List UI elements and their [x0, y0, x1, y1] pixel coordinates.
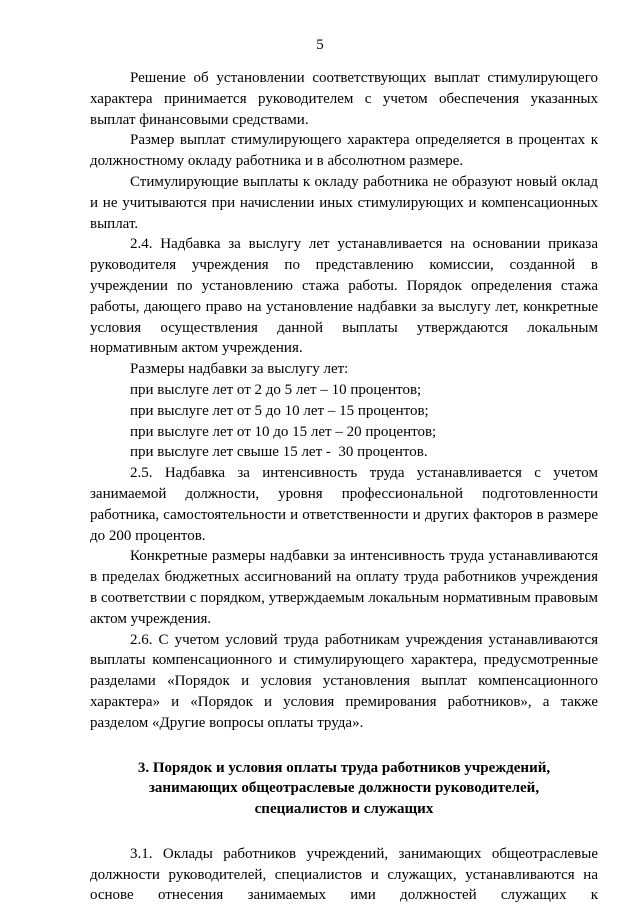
- paragraph-incentive-no-new-salary: Стимулирующие выплаты к окладу работника не образуют новый оклад и не учитываются при начислении иных стимулирующих и компенсационных выплат.: [90, 173, 598, 232]
- paragraph-3-1-salaries: 3.1. Оклады работников учреждений, занимающих общеотраслевые должности руководителей, специалистов и служащих, устанавливаются на основе отнесения занимаемых ими должностей служащих к: [90, 845, 598, 904]
- paragraph-2-6-working-conditions: 2.6. С учетом условий труда работникам учреждения устанавливаются выплаты компенсационного и стимулирующего характера, предусмотренные разделами «Порядок и условия установления выплат компенсационного характера» и «Порядок и условия премирования работников», а также разделом «Другие вопросы оплаты труда».: [90, 631, 598, 731]
- seniority-list-item: при выслуге лет от 10 до 15 лет – 20 процентов;: [130, 423, 437, 440]
- section-3-heading: [90, 758, 598, 820]
- paragraph-2-4-seniority-bonus: 2.4. Надбавка за выслугу лет устанавливается на основании приказа руководителя учреждения по представлению комиссии, созданной в учреждении по установлению стажа работы. Порядок определения стажа работы, дающего право на установление надбавки за выслугу лет, конкретные условия осуществления данной выплаты утверждаются локальным нормативным актом учреждения.: [90, 236, 598, 357]
- paragraph-incentive-size: Размер выплат стимулирующего характера определяется в процентах к должностному окладу работника и в абсолютном размере.: [90, 132, 598, 170]
- paragraph-incentive-decision: Решение об установлении соответствующих выплат стимулирующего характера принимается руководителем с учетом обеспечения указанных выплат финансовыми средствами.: [90, 70, 598, 128]
- seniority-list-item: при выслуге лет от 2 до 5 лет – 10 процентов;: [130, 381, 422, 398]
- paragraph-intensity-specific-sizes: Конкретные размеры надбавки за интенсивность труда устанавливаются в пределах бюджетных ассигнований на оплату труда работников учреждения в соответствии с порядком, утверждаемым локальным нормативным правовым актом учреждения.: [90, 548, 598, 627]
- seniority-list-intro: Размеры надбавки за выслугу лет:: [130, 361, 349, 378]
- paragraph-2-5-intensity-bonus: 2.5. Надбавка за интенсивность труда устанавливается с учетом занимаемой должности, уровня профессиональной подготовленности работника, самостоятельности и ответственности и других факторов в размере до 200 процентов.: [90, 465, 598, 544]
- seniority-list-item: при выслуге лет от 5 до 10 лет – 15 процентов;: [130, 402, 429, 419]
- section-3-heading-line: 3. Порядок и условия оплаты труда работников учреждений,: [137, 759, 551, 776]
- section-3-heading-line: специалистов и служащих: [254, 801, 434, 818]
- seniority-list-item: при выслуге лет свыше 15 лет - 30 процентов.: [130, 444, 428, 461]
- page-number: 5: [316, 37, 324, 53]
- section-3-heading-line: занимающих общеотраслевые должности руководителей,: [148, 780, 540, 797]
- document-body: [90, 68, 598, 906]
